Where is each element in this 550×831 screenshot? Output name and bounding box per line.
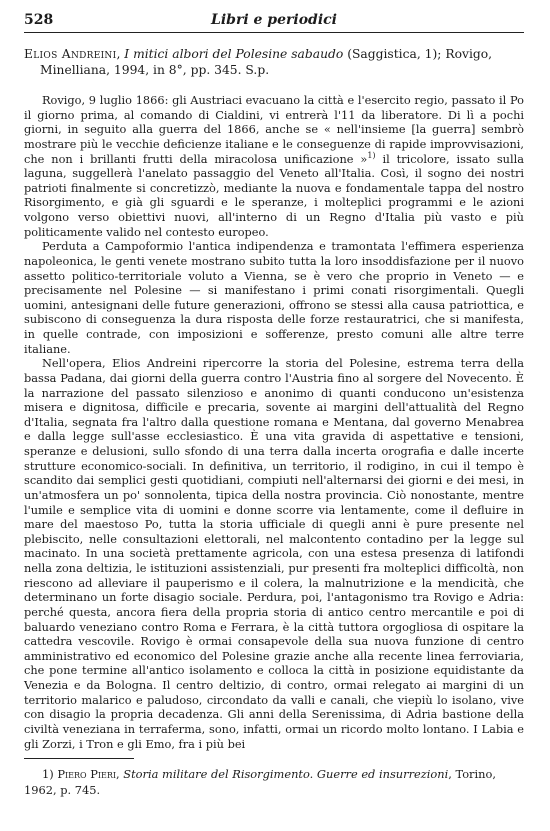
paragraph-2: Perduta a Campoformio l'antica indipendenza e tramontata l'effimera esperienza napoleonica, le genti venete mostrano subito tutta la loro insoddisfazione per il nuovo assetto politico-territoriale voluto a Vienna, se è vero che proprio in Veneto — e precisamente nel Polesine — si manifestano i primi conati risorgimentali. Quegli uomini, antesignani delle future generazioni, offrono se stessi alla causa patriottica, e subiscono di conseguenza la dura risposta delle forze restauratrici, che si manifesta, in quelle contrade, con imposizioni e sofferenze, presto comuni alle altre terre italiane. [24,239,524,356]
paragraph-3: Nell'opera, Elios Andreini ripercorre la storia del Polesine, estrema terra della bassa Padana, dai giorni della guerra contro l'Austria fino al sorgere del Novecento. È la narrazione del passato silenzioso e anonimo di quanti conducono un'esistenza misera e dignitosa, difficile e precaria, sovente ai margini dell'attualità del Regno d'Italia, segnata fra l'altro dalla questione romana e Mentana, dal governo Menabrea e dalla legge sull'asse ecclesiastico. È una vita gravida di aspettative e tensioni, speranze e delusioni, sullo sfondo di una terra dalla incerta orografia e dalle incerte strutture economico-sociali. In definitiva, un territorio, il rodigino, in cui il tempo è scandito dai semplici gesti quotidiani, compiuti nell'alternarsi dei giorni e dei mesi, in un'atmosfera un po' sonnolenta, tipica della nostra provincia. Ciò nonostante, mentre l'umile e semplice vita di uomini e donne scorre via lentamente, come il defluire in mare del maestoso Po, tutta la storia ufficiale di quegli anni è pure presente nel plebiscito, nelle consultazioni elettorali, nel malcontento contadino per la legge sul macinato. In una società prettamente agricola, con una estesa presenza di latifondi nella zona deltizia, le istituzioni assistenziali, pur presenti fra molteplici difficoltà, non riescono ad alleviare il pauperismo e il colera, la malnutrizione e la mendicità, che determinano un forte disagio sociale. Perdura, poi, l'antagonismo tra Rovigo e Adria: perché questa, ancora fiera della propria storia di antico centro mercantile e poi di baluardo veneziano contro Roma e Ferrara, è la città tuttora orgogliosa di ospitare la cattedra vescovile. Rovigo è ormai consapevole della sua nuova funzione di centro amministrativo ed economico del Polesine grazie anche alla recente linea ferroviaria, che pone termine all'antico isolamento e colloca la città in posizione equidistante da Venezia e da Bologna. Il centro deltizio, di contro, ormai relegato ai margini di un territorio malarico e paludoso, circondato da valli e canali, che viepiù lo isolano, vive con disagio la propria decadenza. Gli anni della Serenissima, di Adria bastione della civiltà veneziana in terraferma, sono, infatti, ormai un ricordo molto lontano. I Labia e gli Zorzi, i Tron e gli Emo, fra i più bei [24,356,524,751]
footnote-title: Storia militare del Risorgimento. Guerre ed insurrezioni [123,767,449,781]
paragraph-1-text-b: il tricolore, issato sulla laguna, suggellerà l'anelato passaggio del Veneto all'Italia. Così, il sogno dei nostri patrioti finalmente si concretizzò, mediante la nuova e fondamentale tappa del nostro Risorgimento, e già gli sguardi e le speranze, i molteplici programmi e le azioni volgono verso obiettivi nuovi, all'interno di un Regno d'Italia più vasto e più politicamente valido nel contesto europeo. [24,151,524,239]
running-header [24,12,524,33]
footnote-divider [24,758,134,759]
page-number: 528 [24,12,54,28]
book-title: I mitici albori del Polesine sabaudo [124,47,344,61]
bibliographic-entry: Elios Andreini, I mitici albori del Polesine sabaudo (Saggistica, 1); Rovigo, Minelliana, 1994, in 8°, pp. 345. S.p. [24,47,493,77]
footnote-author: Piero Pieri [57,767,117,781]
review-body [24,93,524,751]
paragraph-1-text-a: Rovigo, 9 luglio 1866: gli Austriaci evacuano la città e l'esercito regio, passato il Po il giorno prima, al comando di Cialdini, vi entrerà l'11 da liberatore. Di lì a pochi giorni, in seguito alla guerra del 1866, anche se « nell'insieme [la guerra] sembrò mostrare più le vecchie deficienze italiane e le conseguenze di rapide improvvisazioni, che non i brillanti frutti della miracolosa unificazione » [24,93,524,166]
footnote: 1) Piero Pieri, Storia militare del Risorgimento. Guerre ed insurrezioni, Torino, 1962, p. 745. [24,767,496,797]
footnote-reference: 1) [367,150,376,160]
book-details: (Saggistica, 1); Rovigo, Minelliana, 1994, in 8°, pp. 345. S.p. [40,47,493,77]
book-author: Elios Andreini [24,47,117,61]
paragraph-1 [24,93,524,239]
footnote-marker: 1) [42,767,54,781]
footnote-details: , Torino, 1962, p. 745. [24,767,496,797]
running-title: Libri e periodici [211,12,337,28]
